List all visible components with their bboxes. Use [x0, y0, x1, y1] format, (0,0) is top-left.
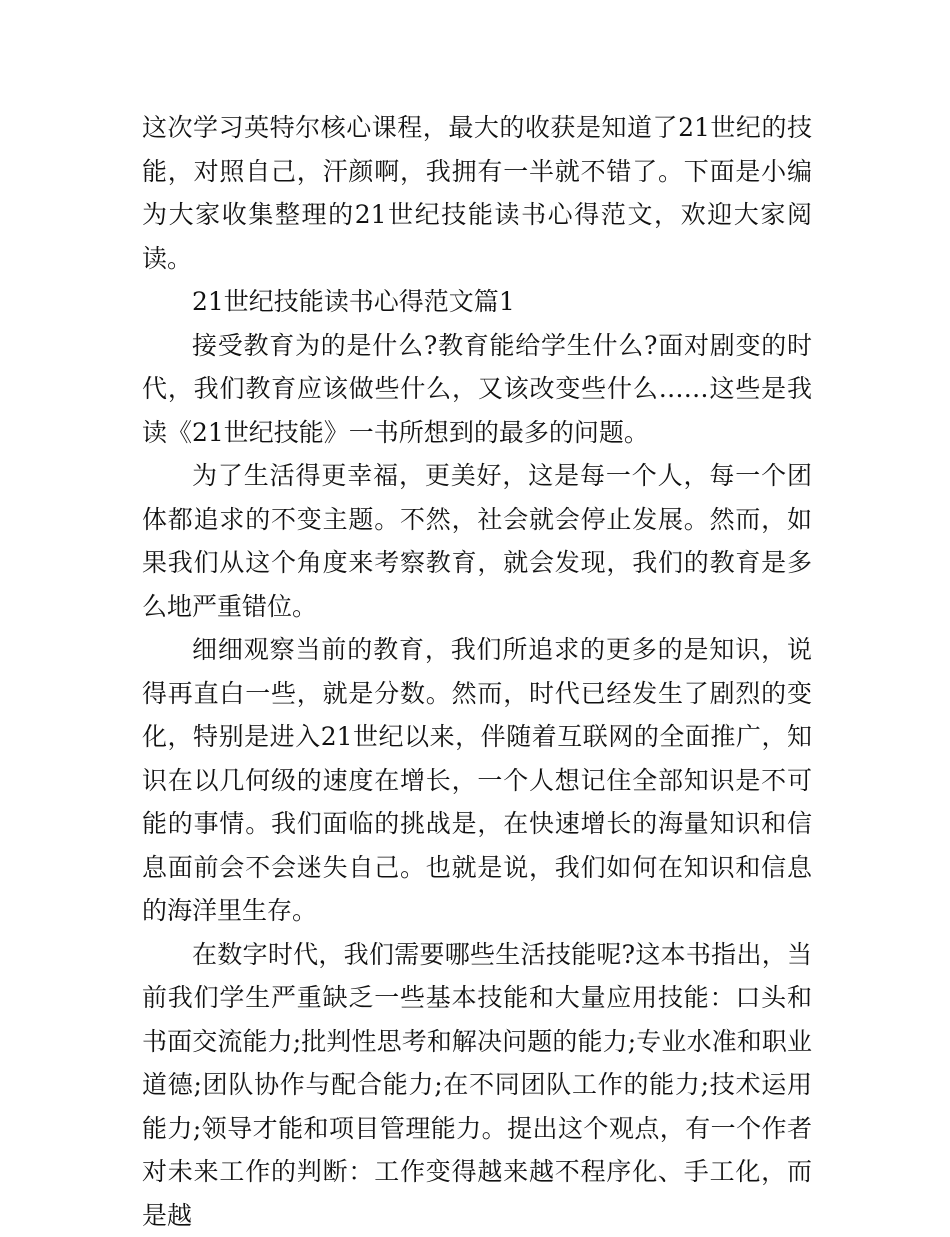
body-paragraph-2: 为了生活得更幸福，更美好，这是每一个人，每一个团体都追求的不变主题。不然，社会就会停止发展。然而，如果我们从这个角度来考察教育，就会发现，我们的教育是多么地严重错位。 [142, 454, 812, 628]
body-paragraph-1: 接受教育为的是什么?教育能给学生什么?面对剧变的时代，我们教育应该做些什么，又该改变些什么……这些是我读《21世纪技能》一书所想到的最多的问题。 [142, 324, 812, 455]
document-page [142, 106, 812, 1237]
intro-paragraph: 这次学习英特尔核心课程，最大的收获是知道了21世纪的技能，对照自己，汗颜啊，我拥有一半就不错了。下面是小编为大家收集整理的21世纪技能读书心得范文，欢迎大家阅读。 [142, 106, 812, 280]
body-paragraph-3: 细细观察当前的教育，我们所追求的更多的是知识，说得再直白一些，就是分数。然而，时代已经发生了剧烈的变化，特别是进入21世纪以来，伴随着互联网的全面推广，知识在以几何级的速度在增长，一个人想记住全部知识是不可能的事情。我们面临的挑战是，在快速增长的海量知识和信息面前会不会迷失自己。也就是说，我们如何在知识和信息的海洋里生存。 [142, 628, 812, 933]
body-paragraph-4: 在数字时代，我们需要哪些生活技能呢?这本书指出，当前我们学生严重缺乏一些基本技能和大量应用技能：口头和书面交流能力;批判性思考和解决问题的能力;专业水准和职业道德;团队协作与配合能力;在不同团队工作的能力;技术运用能力;领导才能和项目管理能力。提出这个观点，有一个作者对未来工作的判断：工作变得越来越不程序化、手工化，而是越 [142, 933, 812, 1237]
section-title: 21世纪技能读书心得范文篇1 [142, 280, 812, 324]
